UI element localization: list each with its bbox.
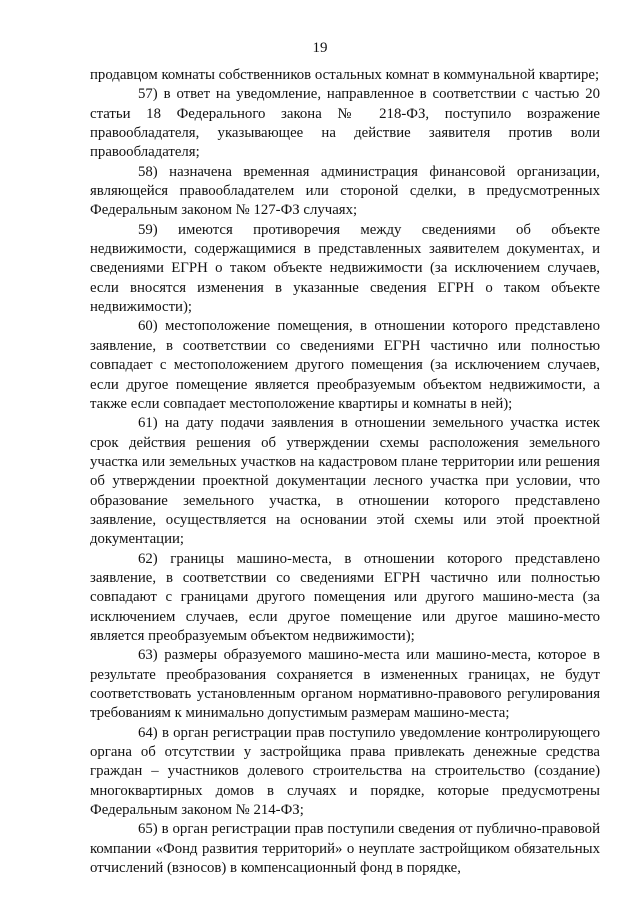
paragraph-item-62: 62) границы машино-места, в отношении которого представлено заявление, в соответствии со сведениями ЕГРН частично или полностью совпадают с границами другого помещения или другого машино-места (за исключением случаев, если другое помещение или другое машино-место является преобразуемым объектом недвижимости); (90, 550, 600, 644)
paragraph-item-57: 57) в ответ на уведомление, направленное в соответствии с частью 20 статьи 18 Федерального закона № 218-ФЗ, поступило возражение правообладателя, указывающее на действие заявителя против воли правообладателя; (90, 86, 600, 161)
paragraph-item-64: 64) в орган регистрации прав поступило уведомление контролирующего органа об отсутствии у застройщика права привлекать денежные средства граждан – участников долевого строительства на строительство (создание) многоквартирных домов в случаях и порядке, которые предусмотрены Федеральным законом № 214-ФЗ; (90, 724, 600, 819)
paragraph-item-61: 61) на дату подачи заявления в отношении земельного участка истек срок действия решения об утверждении схемы расположения земельного участка или земельных участков на кадастровом плане территории или решения об утверждении проектной документации лесного участка при условии, что образование земельного участка, в отношении которого представлено заявление, осуществляется на основании этой схемы или этой проектной документации; (90, 415, 600, 548)
paragraph-item-58: 58) назначена временная администрация финансовой организации, являющейся правообладателем или стороной сделки, в предусмотренных Федеральным законом № 127-ФЗ случаях; (90, 163, 600, 219)
document-body (90, 66, 600, 878)
paragraph-item-60: 60) местоположение помещения, в отношении которого представлено заявление, в соответствии со сведениями ЕГРН частично или полностью совпадает с местоположением другого помещения (за исключением случаев, если другое помещение является преобразуемым объектом недвижимости, а также если совпадает местоположение квартиры и комнаты в ней); (90, 318, 600, 412)
page-number: 19 (312, 40, 328, 56)
paragraph-item-63: 63) размеры образуемого машино-места или машино-места, которое в результате преобразования сохраняется в измененных границах, не будут соответствовать установленным органом нормативно-правового регулирования требованиям к минимально допустимым размерам машино-места; (90, 647, 600, 722)
paragraph-item-65: 65) в орган регистрации прав поступили сведения от публично-правовой компании «Фонд развития территорий» о неуплате застройщиком обязательных отчислений (взносов) в компенсационный фонд в порядке, (90, 821, 600, 877)
paragraph-continuation: продавцом комнаты собственников остальных комнат в коммунальной квартире; (90, 67, 600, 83)
paragraph-item-59: 59) имеются противоречия между сведениями об объекте недвижимости, содержащимися в представленных заявителем документах, и сведениями ЕГРН о таком объекте недвижимости (за исключением случаев, если вносятся изменения в указанные сведения ЕГРН о таком объекте недвижимости); (90, 221, 600, 316)
